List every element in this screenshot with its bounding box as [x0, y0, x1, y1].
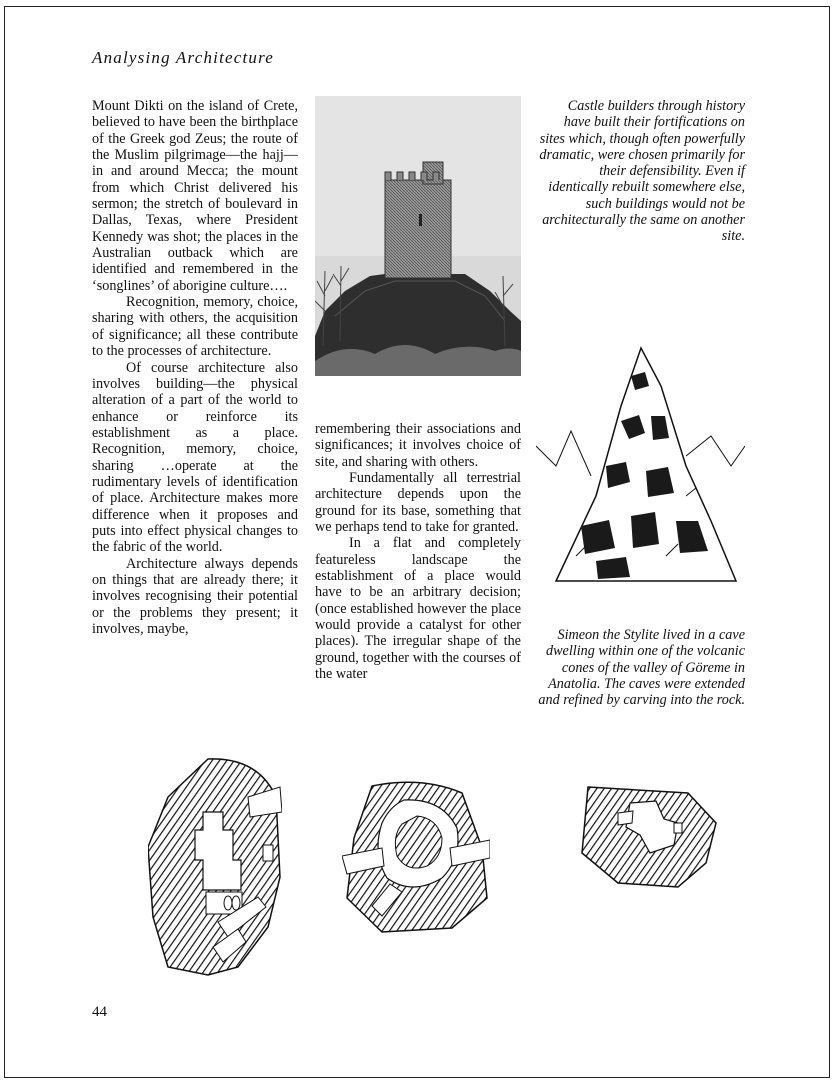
- paragraph: In a flat and completely featureless landscape the establishment of a place would have to be an arbitrary decision; (once established however the place would provide a catalyst for other places). The irregular shape of the ground, together with the courses of the water: [315, 535, 521, 683]
- castle-caption: Castle builders through history have built their fortifications on sites which, though often powerfully dramatic, were chosen primarily for their defensibility. Even if identically rebuilt somewhere else, such buildings would not be architecturally the same on another site.: [539, 98, 745, 245]
- running-title: Analysing Architecture: [92, 48, 275, 67]
- paragraph: Mount Dikti on the island of Crete, believed to have been the birthplace of the Greek god Zeus; the route of the Muslim pilgrimage—the hajj—in and around Mecca; the mount from which Christ delivered his sermon; the stretch of boulevard in Dallas, Texas, where President Kennedy was shot; the places in the Australian outback which are identified and remembered in the ‘songlines’ of aborigine culture….: [92, 98, 298, 294]
- page-number: 44: [92, 1004, 107, 1020]
- cave-plan-drawing: [342, 778, 490, 934]
- paragraph: Recognition, memory, choice, sharing with others, the acquisition of significance; all these contribute to the processes of architecture.: [92, 294, 298, 360]
- cave-plan-drawing: [148, 757, 282, 979]
- paragraph: Of course architecture also involves building—the physical alteration of a part of the world to enhance or reinforce its establishment as a place. Recognition, memory, choice, sharing …operate at the rudimentary levels of identification of place. Architecture makes more difference when it proposes and puts into effect physical changes to the fabric of the world.: [92, 359, 298, 556]
- volcanic-cone-illustration: [536, 346, 745, 591]
- paragraph: Fundamentally all terrestrial architecture depends upon the ground for its base, something that we perhaps tend to take for granted.: [315, 470, 521, 536]
- text-column-left: [92, 98, 298, 637]
- paragraph: Architecture always depends on things that are already there; it involves recognising their potential or the problems they present; it involves, maybe,: [92, 555, 298, 637]
- simeon-caption: Simeon the Stylite lived in a cave dwelling within one of the volcanic cones of the valley of Göreme in Anatolia. The caves were extended and refined by carving into the rock.: [538, 627, 745, 709]
- text-column-middle: [315, 421, 521, 683]
- castle-on-hill-illustration: [315, 96, 521, 376]
- paragraph: remembering their associations and significances; it involves choice of site, and sharing with others.: [315, 421, 521, 470]
- cave-plan-drawing: [578, 783, 718, 889]
